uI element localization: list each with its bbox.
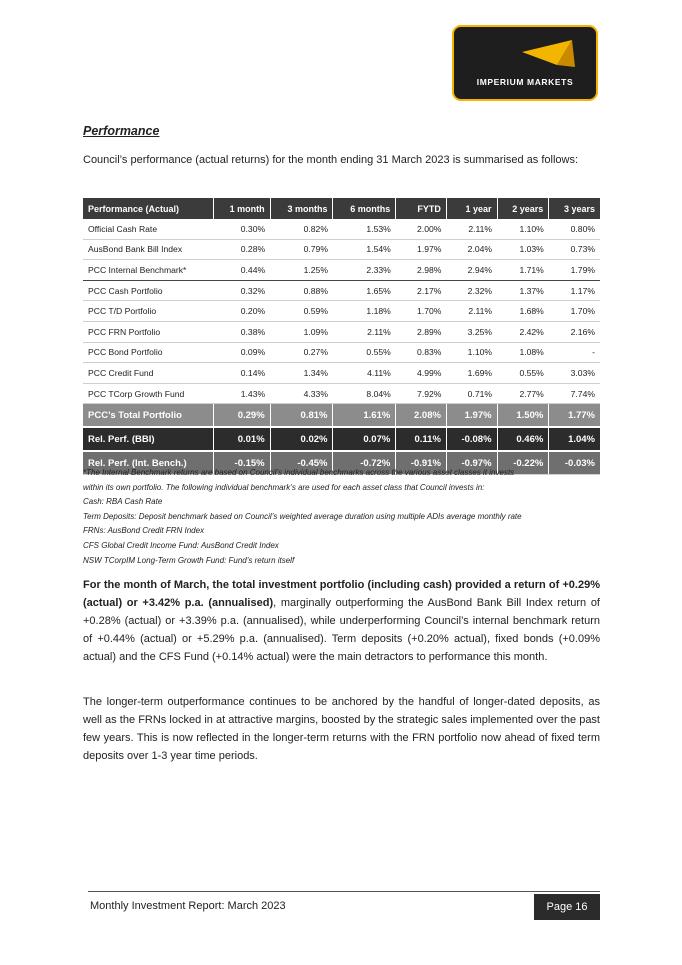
table-row <box>83 363 600 384</box>
table-cell: -0.15% <box>214 451 271 475</box>
benchmark-notes <box>83 466 603 568</box>
note-line: *The Internal Benchmark returns are based on Council’s individual benchmarks across the various asset classes it invests <box>83 468 515 477</box>
longterm-paragraph: The longer-term outperformance continues to be anchored by the handful of longer-dated deposits, as well as the FRNs locked in at attractive margins, boosted by the strategic sales implemented over the past few years. This is now reflected in the longer-term returns with the FRN portfolio now ahead of fixed term deposits over 1-3 year time periods. <box>83 696 600 762</box>
row-label: Rel. Perf. (Int. Bench.) <box>83 451 214 475</box>
total-row <box>83 404 600 428</box>
note-line: Term Deposits: Deposit benchmark based on Council’s weighted average duration using multiple ADIs average monthly rate <box>83 511 522 521</box>
table-cell: 1.79% <box>549 260 600 281</box>
col-header: 3 years <box>549 198 600 219</box>
table-cell: - <box>549 342 600 363</box>
table-cell: 7.92% <box>396 383 447 404</box>
table-cell: 0.28% <box>214 239 271 260</box>
table-cell: 2.00% <box>396 219 447 239</box>
col-header: Performance (Actual) <box>83 198 214 219</box>
col-header: 1 month <box>214 198 271 219</box>
table-cell: 2.98% <box>396 260 447 281</box>
table-cell: 0.73% <box>549 239 600 260</box>
table-cell: 0.01% <box>214 427 271 451</box>
table-cell: -0.22% <box>497 451 549 475</box>
table-cell: 2.89% <box>396 321 447 342</box>
table-cell: 0.82% <box>270 219 333 239</box>
row-label: PCC Internal Benchmark* <box>83 260 214 281</box>
note-line: NSW TCorpIM Long-Term Growth Fund: Fund’s return itself <box>83 555 295 565</box>
col-header: 6 months <box>333 198 396 219</box>
row-label: Rel. Perf. (BBI) <box>83 427 214 451</box>
section-heading: Performance <box>83 124 160 138</box>
table-cell: 1.69% <box>446 363 497 384</box>
table-cell: 1.54% <box>333 239 396 260</box>
table-cell: 7.74% <box>549 383 600 404</box>
table-cell: 1.68% <box>497 301 549 322</box>
table-cell: 1.97% <box>446 404 497 428</box>
table-cell: 2.17% <box>396 280 447 301</box>
table-row <box>83 239 600 260</box>
table-cell: 1.77% <box>549 404 600 428</box>
table-cell: 0.20% <box>214 301 271 322</box>
row-label: PCC’s Total Portfolio <box>83 404 214 428</box>
table-cell: 1.53% <box>333 219 396 239</box>
performance-table <box>83 198 600 475</box>
company-logo <box>452 25 598 101</box>
table-cell: 0.32% <box>214 280 271 301</box>
table-cell: 2.16% <box>549 321 600 342</box>
table-cell: 0.46% <box>497 427 549 451</box>
table-cell: 1.10% <box>446 342 497 363</box>
col-header: 2 years <box>497 198 549 219</box>
footer-divider <box>88 891 600 892</box>
table-cell: 1.70% <box>549 301 600 322</box>
table-cell: 2.11% <box>446 301 497 322</box>
table-row <box>83 342 600 363</box>
table-cell: 2.04% <box>446 239 497 260</box>
table-cell: -0.03% <box>549 451 600 475</box>
table-cell: 0.88% <box>270 280 333 301</box>
page-number: Page 16 <box>534 894 600 920</box>
summary-text: , marginally outperforming the AusBond Bank Bill Index return of +0.28% (actual) or +3.39% p.a. (annualised), while underperforming Council’s internal benchmark return of +0.44% (actual) or +5.29% p.a. (annualised). Term deposits (+0.20% actual), fixed bonds (+0.09% actual) and the CFS Fund (+0.14% actual) were the main detractors to performance this month. <box>83 597 600 663</box>
table-cell: 1.70% <box>396 301 447 322</box>
table-cell: 1.61% <box>333 404 396 428</box>
table-cell: 2.77% <box>497 383 549 404</box>
table-cell: -0.72% <box>333 451 396 475</box>
table-cell: 0.55% <box>333 342 396 363</box>
table-cell: 0.71% <box>446 383 497 404</box>
table-cell: -0.97% <box>446 451 497 475</box>
row-label: PCC TCorp Growth Fund <box>83 383 214 404</box>
summary-paragraph <box>83 576 600 666</box>
footer-title: Monthly Investment Report: March 2023 <box>90 900 286 912</box>
table-cell: 1.10% <box>497 219 549 239</box>
table-cell: 0.02% <box>270 427 333 451</box>
table-cell: -0.91% <box>396 451 447 475</box>
col-header: 3 months <box>270 198 333 219</box>
col-header: FYTD <box>396 198 447 219</box>
table-cell: 0.55% <box>497 363 549 384</box>
table-cell: 0.29% <box>214 404 271 428</box>
note-line: FRNs: AusBond Credit FRN Index <box>83 526 205 536</box>
table-cell: 0.83% <box>396 342 447 363</box>
table-row <box>83 301 600 322</box>
row-label: Official Cash Rate <box>83 219 214 239</box>
table-row <box>83 280 600 301</box>
table-row <box>83 383 600 404</box>
table-cell: 0.80% <box>549 219 600 239</box>
table-cell: 4.33% <box>270 383 333 404</box>
table-row <box>83 321 600 342</box>
table-cell: 0.38% <box>214 321 271 342</box>
note-line: CFS Global Credit Income Fund: AusBond Credit Index <box>83 540 279 550</box>
table-cell: 2.33% <box>333 260 396 281</box>
table-cell: 0.14% <box>214 363 271 384</box>
table-cell: 2.08% <box>396 404 447 428</box>
table-cell: 4.11% <box>333 363 396 384</box>
summary-bold-text: For the month of March, the total investment portfolio (including cash) provided a return of +0.29% (actual) or +3.42% p.a. (annualised) <box>83 579 600 609</box>
table-cell: 1.65% <box>333 280 396 301</box>
table-cell: 0.30% <box>214 219 271 239</box>
note-line: within its own portfolio. The following individual benchmark’s are used for each asset class that Council invests in: <box>83 482 485 492</box>
table-cell: 2.42% <box>497 321 549 342</box>
table-cell: 1.43% <box>214 383 271 404</box>
row-label: PCC Bond Portfolio <box>83 342 214 363</box>
table-cell: 1.09% <box>270 321 333 342</box>
table-cell: 2.11% <box>333 321 396 342</box>
table-header-row <box>83 198 600 219</box>
table-cell: 0.44% <box>214 260 271 281</box>
table-cell: 0.07% <box>333 427 396 451</box>
table-cell: 0.27% <box>270 342 333 363</box>
table-cell: 2.94% <box>446 260 497 281</box>
table-cell: 1.03% <box>497 239 549 260</box>
table-cell: 1.04% <box>549 427 600 451</box>
row-label: PCC FRN Portfolio <box>83 321 214 342</box>
table-cell: 1.08% <box>497 342 549 363</box>
table-cell: 0.11% <box>396 427 447 451</box>
row-label: PCC T/D Portfolio <box>83 301 214 322</box>
logo-mark-icon <box>454 27 596 99</box>
table-row <box>83 219 600 239</box>
table-cell: 0.81% <box>270 404 333 428</box>
table-cell: 4.99% <box>396 363 447 384</box>
note-line: Cash: RBA Cash Rate <box>83 497 163 507</box>
table-cell: 1.18% <box>333 301 396 322</box>
table-cell: 0.09% <box>214 342 271 363</box>
table-cell: 1.50% <box>497 404 549 428</box>
table-row <box>83 260 600 281</box>
table-cell: -0.45% <box>270 451 333 475</box>
table-cell: 3.03% <box>549 363 600 384</box>
table-cell: 1.34% <box>270 363 333 384</box>
table-cell: 0.59% <box>270 301 333 322</box>
table-cell: 3.25% <box>446 321 497 342</box>
row-label: AusBond Bank Bill Index <box>83 239 214 260</box>
table-cell: 0.79% <box>270 239 333 260</box>
col-header: 1 year <box>446 198 497 219</box>
row-label: PCC Cash Portfolio <box>83 280 214 301</box>
row-label: PCC Credit Fund <box>83 363 214 384</box>
table-cell: -0.08% <box>446 427 497 451</box>
table-cell: 8.04% <box>333 383 396 404</box>
table-cell: 2.32% <box>446 280 497 301</box>
table-cell: 1.37% <box>497 280 549 301</box>
table-cell: 1.97% <box>396 239 447 260</box>
intro-text: Council’s performance (actual returns) for the month ending 31 March 2023 is summarised as follows: <box>83 154 579 166</box>
logo-text: IMPERIUM MARKETS <box>476 77 574 87</box>
table-cell: 1.17% <box>549 280 600 301</box>
table-cell: 2.11% <box>446 219 497 239</box>
rel-perf-bbi-row <box>83 427 600 451</box>
table-cell: 1.25% <box>270 260 333 281</box>
table-cell: 1.71% <box>497 260 549 281</box>
